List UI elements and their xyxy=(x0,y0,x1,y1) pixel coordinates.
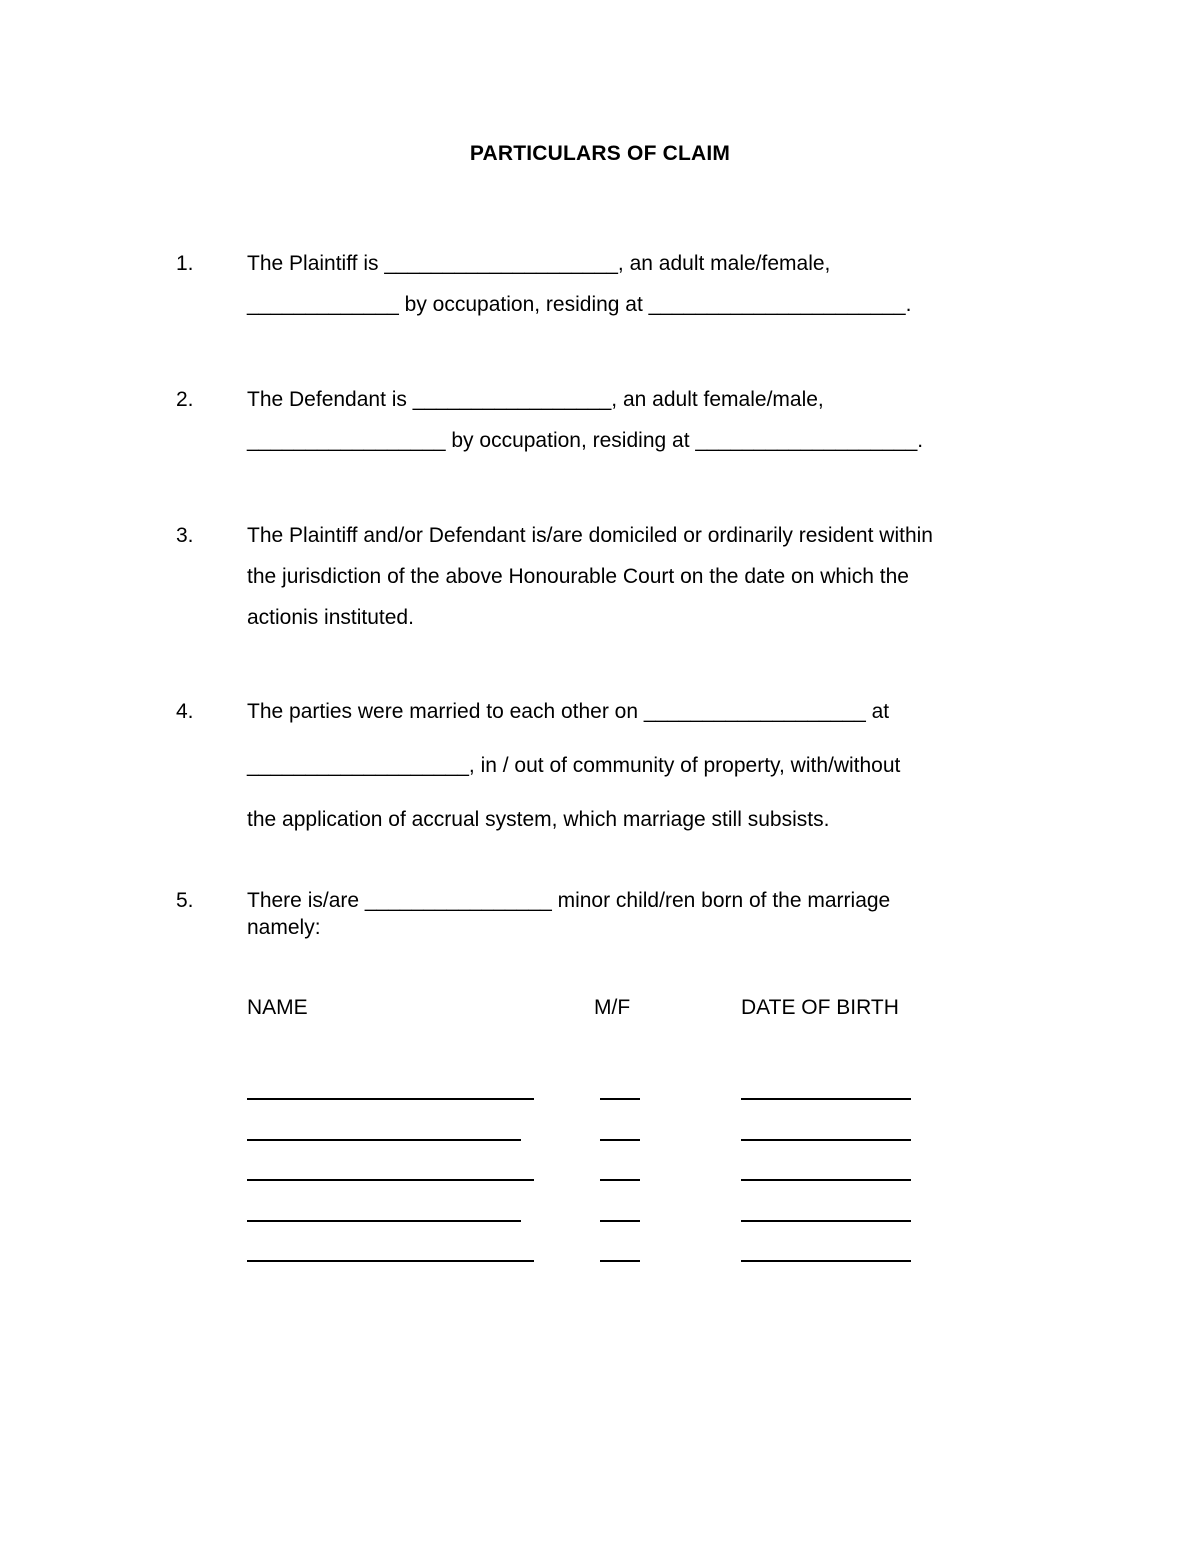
paragraph-line: namely: xyxy=(247,916,321,939)
dob-blank-line xyxy=(741,1260,911,1262)
paragraph-number: 5. xyxy=(176,889,194,912)
paragraph-line: The Plaintiff is ____________________, an adult male/female, xyxy=(247,252,831,275)
paragraph-line: actionis instituted. xyxy=(247,606,414,629)
sex-blank-line xyxy=(600,1220,640,1222)
dob-blank-line xyxy=(741,1220,911,1222)
paragraph-number: 3. xyxy=(176,524,194,547)
dob-blank-line xyxy=(741,1139,911,1141)
paragraph-line: The parties were married to each other on ___________________ at xyxy=(247,700,890,723)
paragraph-number: 2. xyxy=(176,388,194,411)
paragraph-line: There is/are ________________ minor child/ren born of the marriage xyxy=(247,889,891,912)
paragraph-line: The Plaintiff and/or Defendant is/are domiciled or ordinarily resident within xyxy=(247,524,933,547)
sex-blank-line xyxy=(600,1139,640,1141)
column-header-sex: M/F xyxy=(594,996,631,1019)
sex-blank-line xyxy=(600,1179,640,1181)
name-blank-line xyxy=(247,1260,534,1262)
name-blank-line xyxy=(247,1179,534,1181)
column-header-name: NAME xyxy=(247,996,308,1019)
paragraph-line: _________________ by occupation, residing at ___________________. xyxy=(247,429,924,452)
name-blank-line xyxy=(247,1220,521,1222)
paragraph-line: The Defendant is _________________, an adult female/male, xyxy=(247,388,824,411)
paragraph-line: the application of accrual system, which marriage still subsists. xyxy=(247,808,830,831)
dob-blank-line xyxy=(741,1098,911,1100)
document-title: PARTICULARS OF CLAIM xyxy=(469,142,731,165)
dob-blank-line xyxy=(741,1179,911,1181)
sex-blank-line xyxy=(600,1098,640,1100)
name-blank-line xyxy=(247,1098,534,1100)
paragraph-line: ___________________, in / out of community of property, with/without xyxy=(247,754,901,777)
paragraph-number: 4. xyxy=(176,700,194,723)
paragraph-line: _____________ by occupation, residing at ______________________. xyxy=(247,293,912,316)
name-blank-line xyxy=(247,1139,521,1141)
paragraph-number: 1. xyxy=(176,252,194,275)
column-header-date-of-birth: DATE OF BIRTH xyxy=(741,996,899,1019)
paragraph-line: the jurisdiction of the above Honourable Court on the date on which the xyxy=(247,565,909,588)
sex-blank-line xyxy=(600,1260,640,1262)
